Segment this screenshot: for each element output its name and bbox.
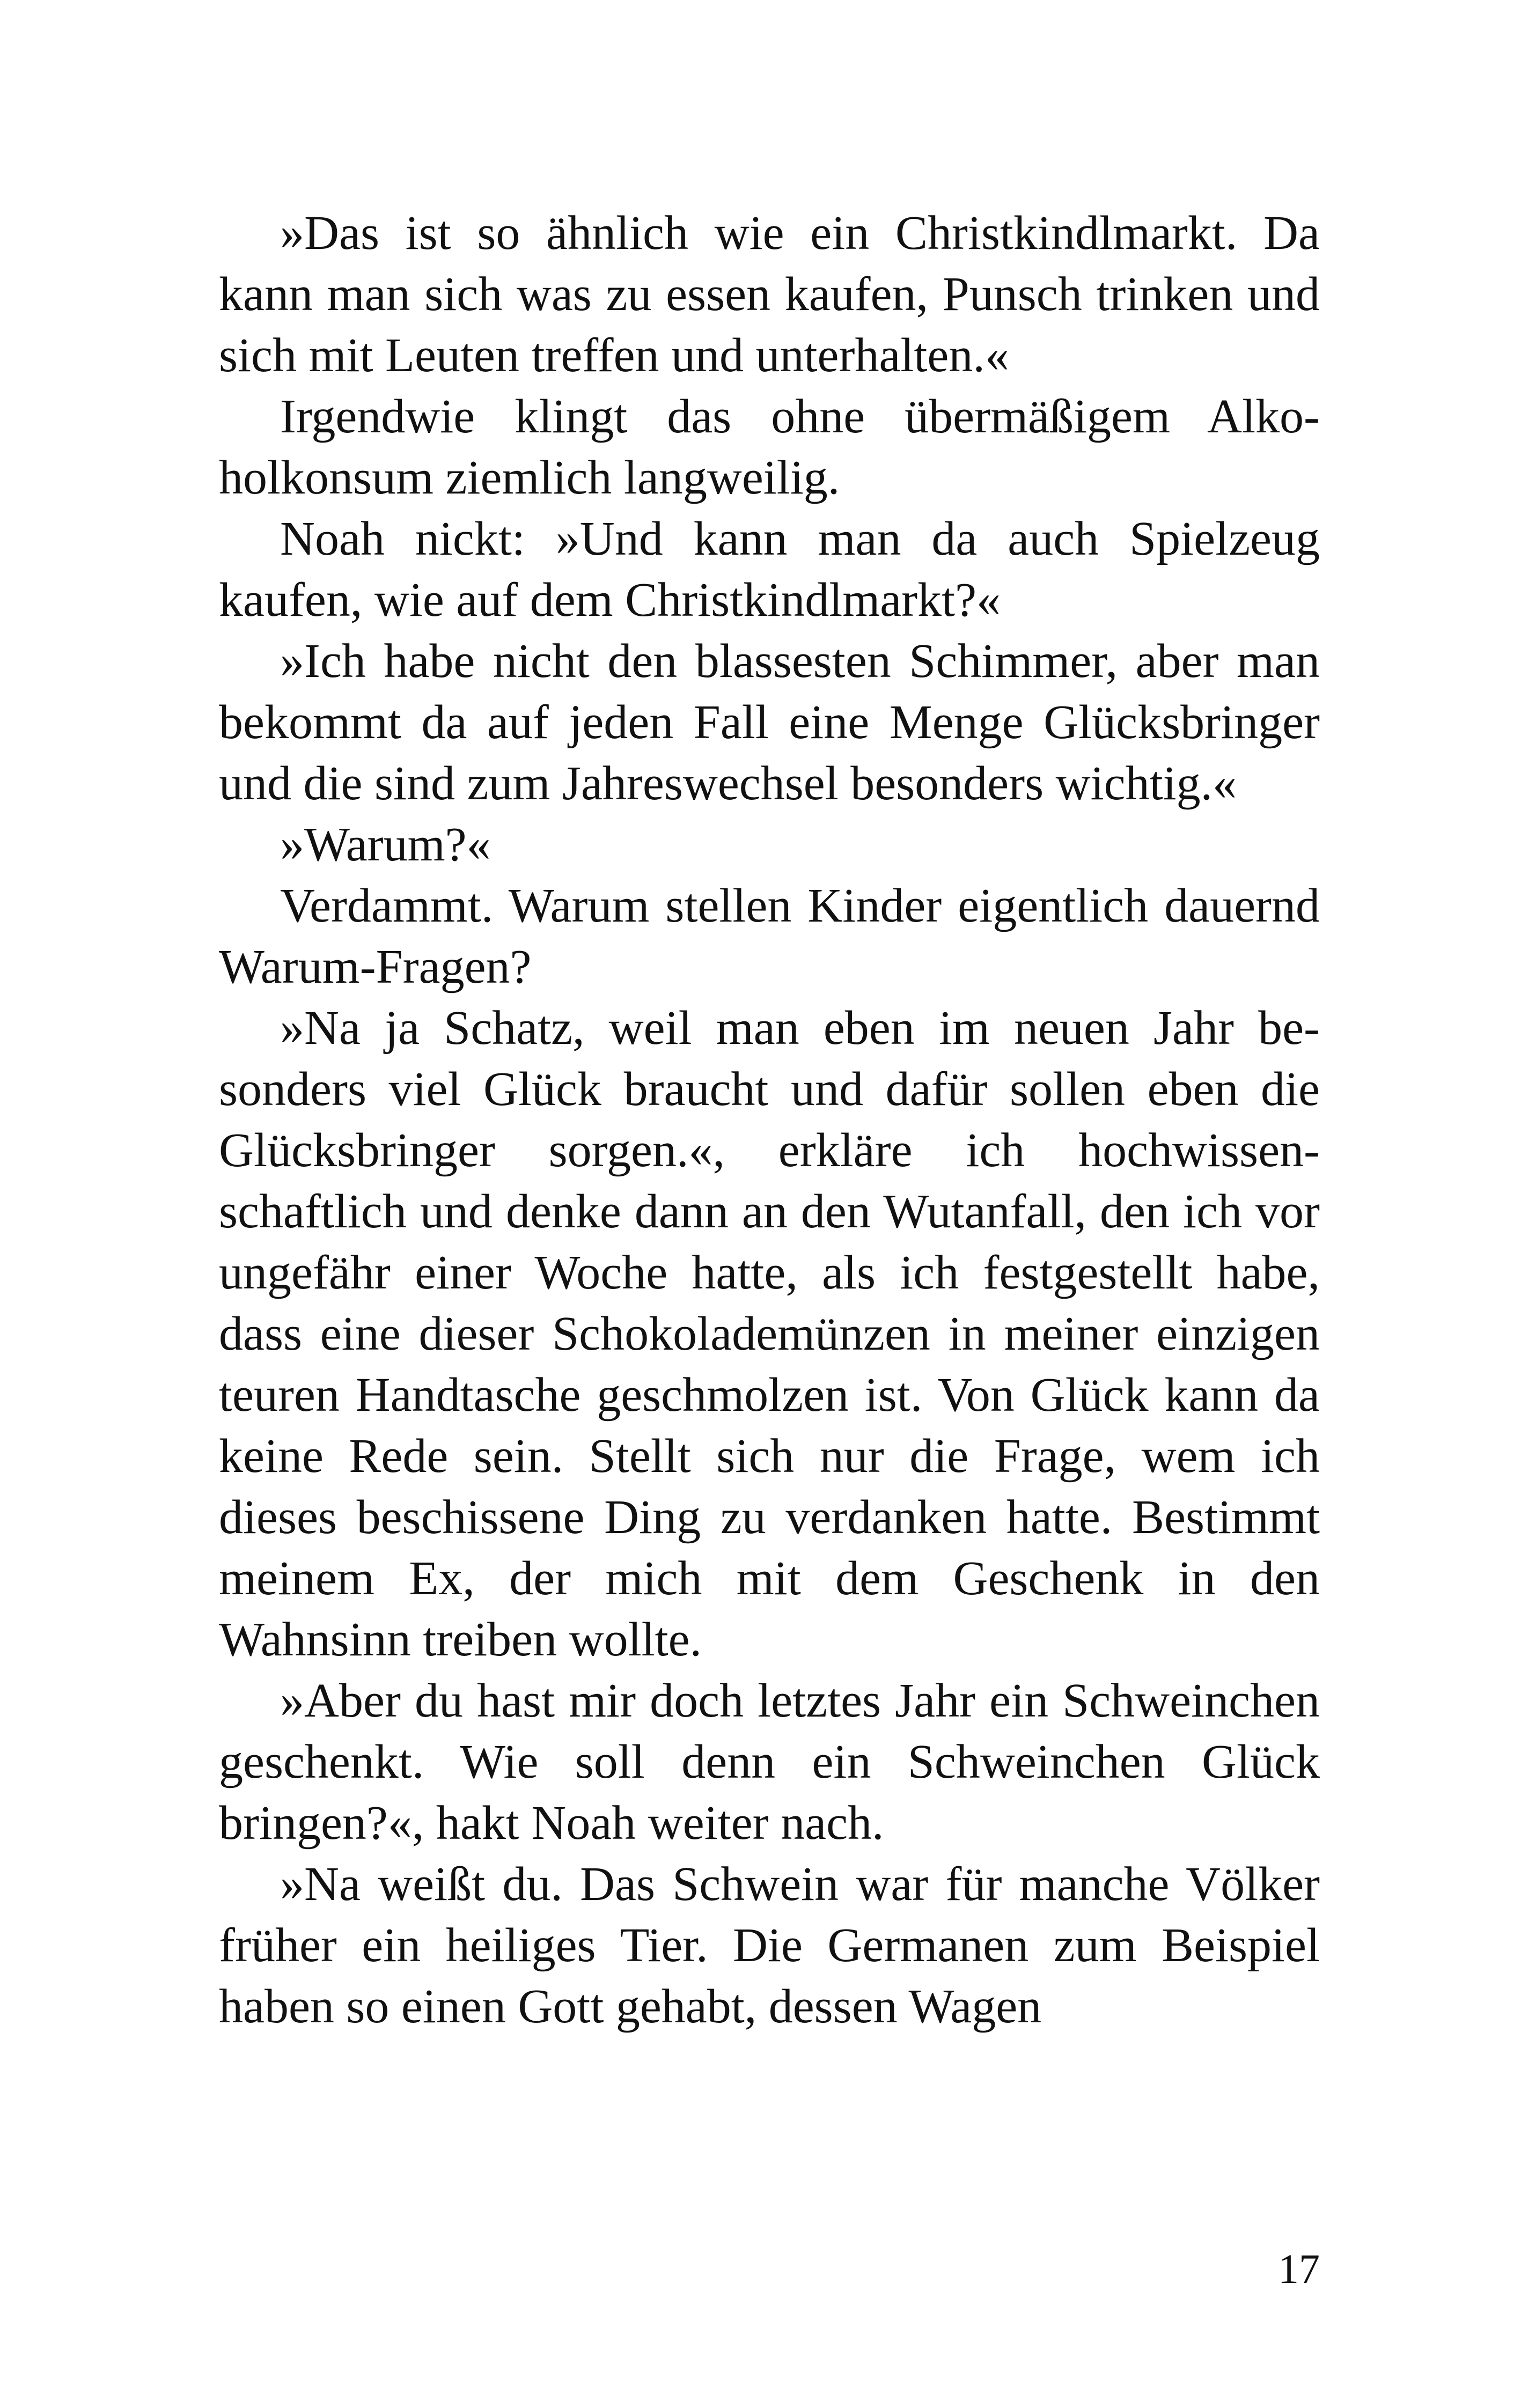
paragraph-4: »Ich habe nicht den blassesten Schimmer, aber man bekommt da auf jeden Fall eine Menge Glücksbringer und die sind zum Jahreswechsel besonders wichtig.« [219,635,1320,810]
paragraph-1: »Das ist so ähnlich wie ein Christkindlmarkt. Da kann man sich was zu essen kaufen, Punsch trinken und sich mit Leuten treffen und unterhalten.« [219,207,1320,382]
paragraph-7: »Na ja Schatz, weil man eben im neuen Jahr besonders viel Glück braucht und dafür sollen eben die Glücksbringer sorgen.«, erkläre ich hochwissenschaftlich und denke dann an den Wutanfall, den ich vor ungefähr einer Woche hatte, als ich festgestellt habe, dass eine dieser Schokolademünzen in meiner einzigen teuren Handtasche geschmolzen ist. Von Glück kann da keine Rede sein. Stellt sich nur die Frage, wem ich dieses beschissene Ding zu verdanken hatte. Bestimmt meinem Ex, der mich mit dem Geschenk in den Wahnsinn treiben wollte. [219,1002,1320,1666]
paragraph-8: »Aber du hast mir doch letztes Jahr ein Schweinchen geschenkt. Wie soll denn ein Schweinchen Glück bringen?«, hakt Noah weiter nach. [219,1674,1320,1850]
paragraph-9: »Na weißt du. Das Schwein war für manche Völker früher ein heiliges Tier. Die Germanen zum Beispiel haben so einen Gott gehabt, dessen Wagen [219,1858,1320,2033]
paragraph-6: Verdammt. Warum stellen Kinder eigentlich dauernd Warum-Fragen? [219,879,1320,993]
paragraph-3: Noah nickt: »Und kann man da auch Spielzeug kaufen, wie auf dem Christkindlmarkt?« [219,512,1320,627]
body-text [219,203,1320,2037]
paragraph-5: »Warum?« [280,818,491,871]
page-number: 17 [1278,2245,1320,2292]
paragraph-2: Irgendwie klingt das ohne übermäßigem Alkoholkonsum ziemlich langweilig. [219,390,1320,504]
